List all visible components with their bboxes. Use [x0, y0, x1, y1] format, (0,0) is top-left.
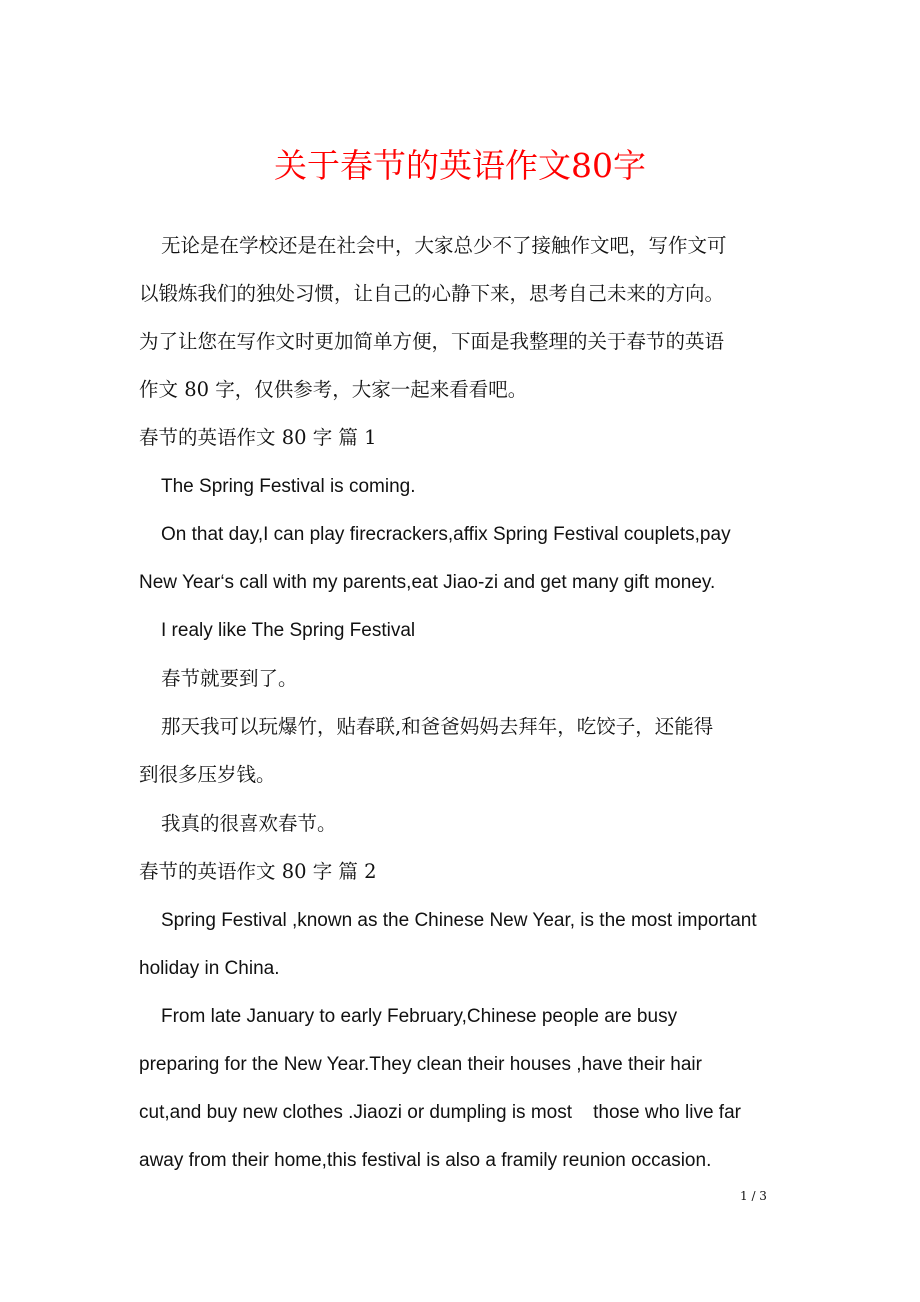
document-title: 关于春节的英语作文80字: [274, 146, 646, 185]
section-heading: 春节的英语作文 80 字 篇 2: [139, 860, 377, 883]
english-line: preparing for the New Year.They clean their houses ,have their hair: [139, 1054, 702, 1075]
english-line: holiday in China.: [139, 958, 280, 979]
english-line: On that day,I can play firecrackers,affix Spring Festival couplets,pay: [161, 524, 731, 545]
intro-line: 以锻炼我们的独处习惯，让自己的心静下来，思考自己未来的方向。: [139, 282, 725, 305]
chinese-line: 我真的很喜欢春节。: [161, 812, 337, 835]
chinese-line: 春节就要到了。: [161, 667, 298, 690]
page-number: 1 / 3: [740, 1189, 767, 1203]
english-line: I realy like The Spring Festival: [161, 620, 416, 641]
english-line: cut,and buy new clothes .Jiaozi or dumpling is most those who live far: [139, 1102, 741, 1123]
chinese-line: 到很多压岁钱。: [139, 763, 276, 786]
intro-line: 作文 80 字，仅供参考，大家一起来看看吧。: [139, 378, 528, 401]
intro-line: 无论是在学校还是在社会中，大家总少不了接触作文吧，写作文可: [161, 234, 727, 257]
english-line: New Year‘s call with my parents,eat Jiao-zi and get many gift money.: [139, 572, 716, 593]
english-line: The Spring Festival is coming.: [161, 476, 416, 497]
english-line: away from their home,this festival is also a framily reunion occasion.: [139, 1150, 712, 1171]
section-heading: 春节的英语作文 80 字 篇 1: [139, 426, 377, 449]
chinese-line: 那天我可以玩爆竹，贴春联,和爸爸妈妈去拜年，吃饺子，还能得: [161, 715, 714, 738]
intro-line: 为了让您在写作文时更加简单方便，下面是我整理的关于春节的英语: [139, 330, 725, 353]
english-line: Spring Festival ,known as the Chinese New Year, is the most important: [161, 910, 757, 931]
english-line: From late January to early February,Chinese people are busy: [161, 1006, 678, 1027]
